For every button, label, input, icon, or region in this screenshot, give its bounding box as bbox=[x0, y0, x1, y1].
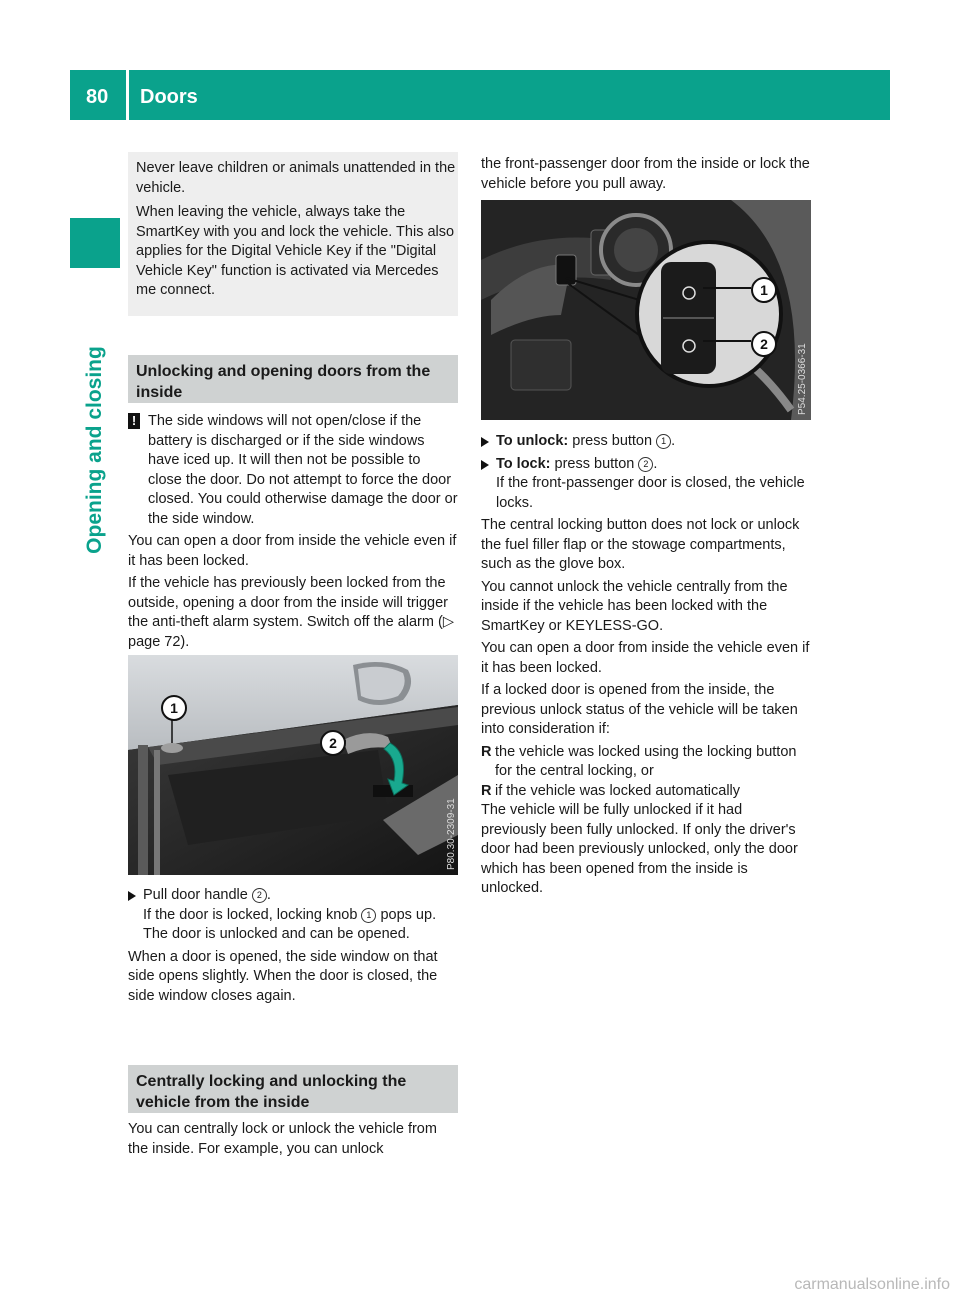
section1-intro bbox=[128, 532, 458, 652]
chapter-title: Doors bbox=[140, 86, 198, 108]
figure-code: P54.25-0366-31 bbox=[797, 343, 808, 415]
callout-ref: 2 bbox=[638, 457, 653, 472]
paragraph: When a door is opened, the side window on that side opens slightly. When the door is closed, the side window closes again. bbox=[128, 948, 438, 1004]
callout-ref: 2 bbox=[252, 888, 267, 903]
paragraph: You can centrally lock or unlock the vehicle from the inside. For example, you can unlock bbox=[128, 1121, 437, 1157]
list-item-text: the vehicle was locked using the locking button for the central locking, or bbox=[495, 743, 797, 779]
side-tab-label: Opening and closing bbox=[83, 346, 106, 554]
warning-text: The side windows will not open/close if the battery is discharged or if the side windows have iced up. It will then not be possible to close the door. Do not attempt to force the door closed. You could otherwise damage the door or the side window. bbox=[148, 413, 458, 527]
list-item-text: if the vehicle was locked automatically bbox=[495, 782, 741, 799]
step-label: To unlock: bbox=[496, 433, 569, 449]
safety-note bbox=[128, 152, 458, 316]
step-text: If the front-passenger door is closed, the vehicle locks. bbox=[496, 475, 805, 511]
section2-body bbox=[481, 432, 811, 899]
paragraph: The central locking button does not lock or unlock the fuel filler flap or the stowage compartments, such as the glove box. bbox=[481, 517, 800, 572]
page-number: 80 bbox=[86, 86, 109, 108]
step-arrow-icon bbox=[128, 891, 136, 901]
heading-text: Unlocking and opening doors from the inside bbox=[136, 363, 431, 401]
step-arrow-icon bbox=[481, 460, 489, 470]
section-heading-unlocking bbox=[128, 355, 458, 403]
bullet-marker: R bbox=[481, 782, 492, 799]
step-text: press button bbox=[550, 455, 639, 472]
list-item bbox=[481, 782, 811, 802]
section1-steps bbox=[128, 886, 458, 1006]
note-paragraph: Never leave children or animals unattended in the vehicle. bbox=[136, 160, 456, 196]
step-label: To lock: bbox=[496, 455, 551, 472]
paragraph: The vehicle will be fully unlocked if it had previously been fully unlocked. If only the driver's door had been previously unlocked, only the door which has been opened from the inside is unlocked. bbox=[481, 802, 798, 896]
step-arrow-icon bbox=[481, 437, 489, 447]
step-text: . bbox=[266, 887, 271, 903]
section-heading-central-locking bbox=[128, 1065, 458, 1113]
list-item bbox=[481, 743, 811, 782]
callout-ref: 1 bbox=[656, 434, 671, 449]
central-locking-figure bbox=[481, 200, 811, 420]
instruction-step bbox=[128, 886, 458, 945]
header-divider bbox=[126, 70, 129, 120]
door-illustration bbox=[128, 655, 458, 875]
paragraph: If the vehicle has previously been locked from the outside, opening a door from the inside will trigger the anti-theft alarm system. Switch off the alarm (▷ page 72). bbox=[128, 575, 454, 650]
callout-2: 2 bbox=[751, 331, 777, 357]
paragraph: You can open a door from inside the vehicle even if it has been locked. bbox=[481, 640, 810, 676]
section2-intro-cont bbox=[481, 155, 811, 194]
side-tab-block bbox=[70, 218, 120, 268]
door-handle-figure bbox=[128, 655, 458, 875]
paragraph: the front-passenger door from the inside or lock the vehicle before you pull away. bbox=[481, 156, 810, 192]
paragraph: If a locked door is opened from the inside, the previous unlock status of the vehicle will be taken into consideration if: bbox=[481, 682, 798, 737]
warning-icon: ! bbox=[128, 413, 140, 429]
callout-1: 1 bbox=[751, 277, 777, 303]
step-text: press button bbox=[568, 433, 657, 449]
step-text: pops up. The door is unlocked and can be opened. bbox=[143, 906, 437, 942]
step-text: Pull door handle bbox=[143, 887, 252, 903]
section2-intro bbox=[128, 1120, 458, 1159]
step-text: If the door is locked, locking knob bbox=[143, 906, 362, 923]
callout-1: 1 bbox=[161, 695, 187, 721]
figure-code: P80.30-2309-31 bbox=[446, 798, 457, 870]
watermark: carmanualsonline.info bbox=[794, 1276, 950, 1293]
callout-ref: 1 bbox=[361, 908, 376, 923]
locking-button-illustration bbox=[481, 200, 811, 420]
callout-2: 2 bbox=[320, 730, 346, 756]
instruction-step-unlock: To unlock: press button 1 . bbox=[481, 432, 811, 452]
note-paragraph: When leaving the vehicle, always take the SmartKey with you and lock the vehicle. This also applies for the Digital Vehicle Key if the "Digital Vehicle Key" function is activated via Mercedes me connect. bbox=[136, 204, 455, 298]
bullet-marker: R bbox=[481, 743, 492, 760]
instruction-step-lock: To lock: press button 2 . If the front-passenger door is closed, the vehicle locks. bbox=[481, 455, 811, 514]
side-tab bbox=[70, 290, 120, 610]
paragraph: You cannot unlock the vehicle centrally from the inside if the vehicle has been locked with the SmartKey or KEYLESS-GO. bbox=[481, 578, 788, 634]
heading-text: Centrally locking and unlocking the vehicle from the inside bbox=[136, 1073, 407, 1111]
paragraph: You can open a door from inside the vehicle even if it has been locked. bbox=[128, 533, 457, 569]
